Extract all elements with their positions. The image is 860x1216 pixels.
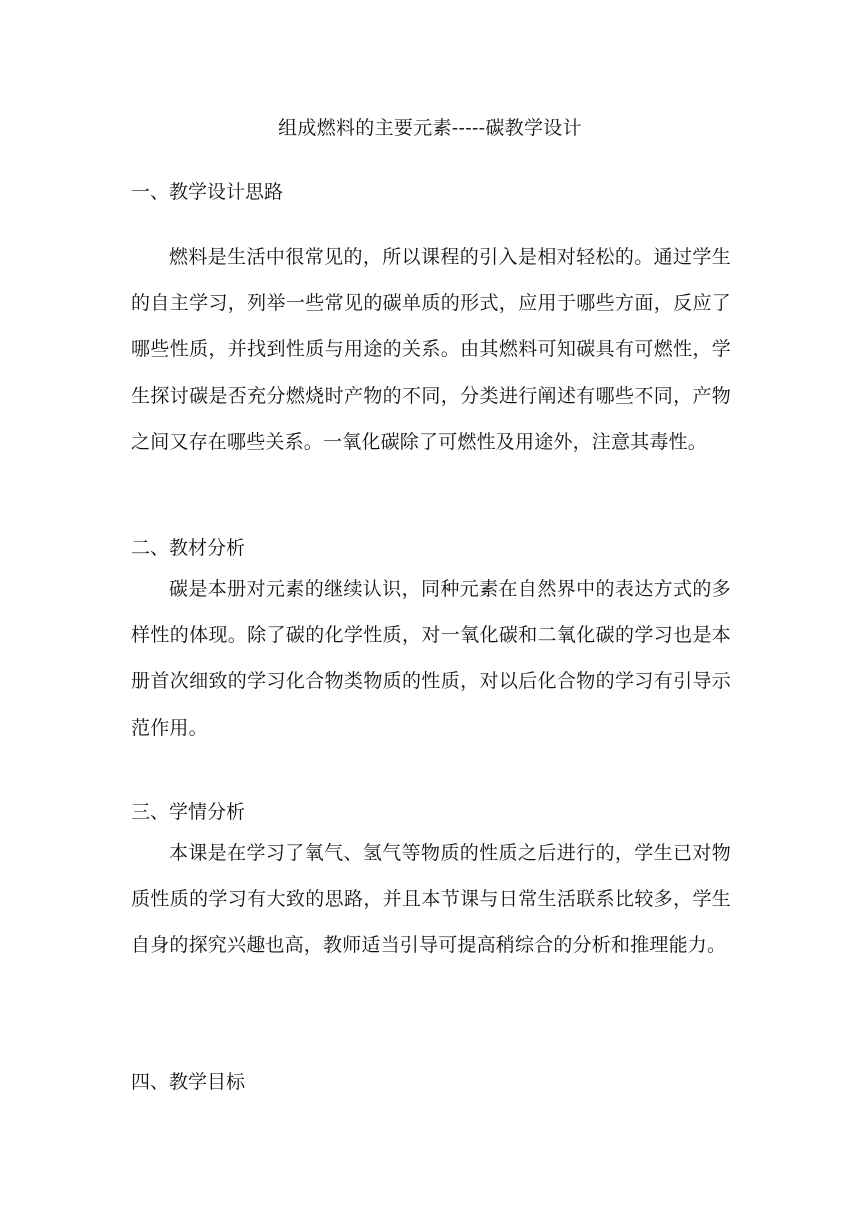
document-title: 组成燃料的主要元素-----碳教学设计 [278, 117, 582, 139]
section-heading-design-idea: 一、教学设计思路 [131, 181, 284, 203]
section-heading-textbook-analysis: 二、教材分析 [131, 537, 246, 559]
section-body-student-analysis: 本课是在学习了氧气、氢气等物质的性质之后进行的，学生已对物质性质的学习有大致的思路，并且本节课与日常生活联系比较多，学生自身的探究兴趣也高，教师适当引导可提高稍综合的分析和推理能力。 [131, 842, 731, 957]
section-heading-teaching-goals: 四、教学目标 [131, 1071, 246, 1093]
section-body-design-idea: 燃料是生活中很常见的，所以课程的引入是相对轻松的。通过学生的自主学习，列举一些常见的碳单质的形式，应用于哪些方面，反应了哪些性质，并找到性质与用途的关系。由其燃料可知碳具有可燃性，学生探讨碳是否充分燃烧时产物的不同，分类进行阐述有哪些不同，产物之间又存在哪些关系。一氧化碳除了可燃性及用途外，注意其毒性。 [131, 246, 731, 453]
section-heading-student-analysis: 三、学情分析 [131, 801, 246, 823]
section-body-textbook-analysis: 碳是本册对元素的继续认识，同种元素在自然界中的表达方式的多样性的体现。除了碳的化学性质，对一氧化碳和二氧化碳的学习也是本册首次细致的学习化合物类物质的性质，对以后化合物的学习有引导示范作用。 [131, 578, 731, 739]
